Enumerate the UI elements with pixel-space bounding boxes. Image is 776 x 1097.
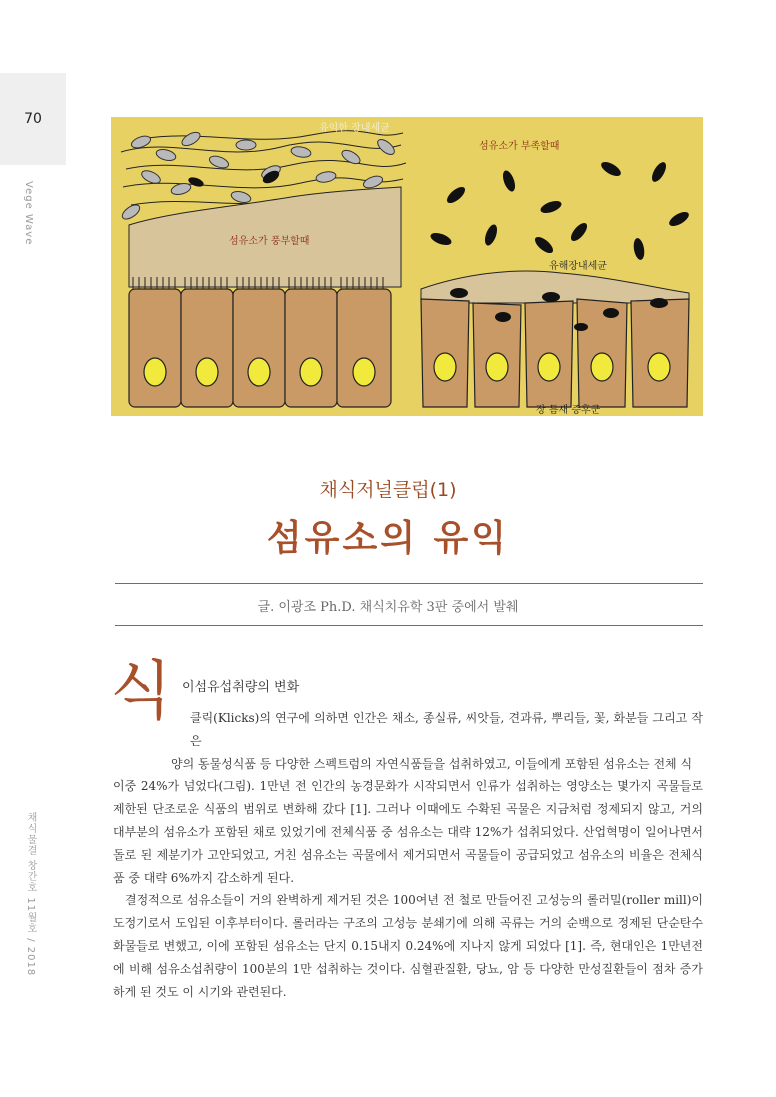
illustration-svg xyxy=(111,117,703,416)
label-fiber-rich: 섬유소가 풍부할때 xyxy=(229,236,310,247)
paragraph-1-line-1: 클릭(Klicks)의 연구에 의하면 인간은 채소, 종실류, 씨앗들, 견과류, 뿌리들, 꽃, 화분들 그리고 작은 xyxy=(190,711,703,748)
article-title: 섬유소의 유익 xyxy=(266,518,510,559)
gut-bacteria-illustration xyxy=(111,117,703,416)
drop-cap: 식 xyxy=(110,655,172,729)
paragraph-1-rest: 이중 24%가 넘었다(그림). 1만년 전 인간의 농경문화가 시작되면서 인류가 섭취하는 영양소는 몇가지 곡물들로 제한된 단조로운 식품의 범위로 변화해 갔다 [1]. 그러나 이때에도 수확된 곡물은 지금처럼 정제되지 않고, 거의 대부분의 섬유소가 포함된 채로 있었기에 전체식품 중 섬유소는 대략 12%가 섭취되었다. 산업혁명이 일어나면서 돌로 된 제분기가 고안되었고, 거친 섬유소는 곡물에서 제거되면서 곡물들이 공급되었고 섬유소의 비율은 전체식품 중 대략 6%까지 감소하게 된다. xyxy=(113,779,703,885)
title-rule-bottom xyxy=(115,625,703,626)
series-title: 채식저널클럽(1) xyxy=(319,479,457,501)
article-body xyxy=(113,707,703,1003)
section-subhead: 이섬유섭취량의 변화 xyxy=(182,680,300,695)
label-beneficial-bacteria: 유익한 장내세균 xyxy=(319,123,390,134)
paragraph-1-line-2: 양의 동물성식품 등 다양한 스펙트럼의 자연식품들을 섭취하였고, 이들에게 포함된 섬유소는 전체 식 xyxy=(171,756,693,771)
title-rule-top xyxy=(115,583,703,584)
page-number: 70 xyxy=(24,111,42,127)
label-fiber-poor: 섬유소가 부족할때 xyxy=(479,141,560,152)
magazine-name: Vege Wave xyxy=(23,181,34,246)
byline: 글. 이광조 Ph.D. 채식치유학 3판 중에서 발췌 xyxy=(257,600,519,615)
label-harmful-bacteria: 유해장내세균 xyxy=(549,261,607,272)
issue-info: 채식물결 창간호 11월호 / 2018 xyxy=(25,812,36,977)
epithelial-cells-right xyxy=(421,299,689,407)
epithelial-cells-left xyxy=(129,289,391,407)
paragraph-1 xyxy=(113,707,703,889)
label-leaky-gut: 장 틈새 증후군 xyxy=(536,405,601,416)
paragraph-2: 결정적으로 섬유소들이 거의 완벽하게 제거된 것은 100여년 전 철로 만들어진 고성능의 롤러밀(roller mill)이 도정기로서 도입된 이후부터이다. 롤러라는 구조의 고성능 분쇄기에 의해 곡류는 거의 순백으로 정제된 단순탄수화물들로 변했고, 이에 포함된 섬유소는 단지 0.15내지 0.24%에 지나지 않게 되었다 [1]. 즉, 현대인은 1만년전에 비해 섬유소섭취량이 100분의 1만 섭취하는 것이다. 심혈관질환, 당뇨, 암 등 다양한 만성질환들이 점차 증가하게 된 것도 이 시기와 관련된다. xyxy=(113,893,703,999)
